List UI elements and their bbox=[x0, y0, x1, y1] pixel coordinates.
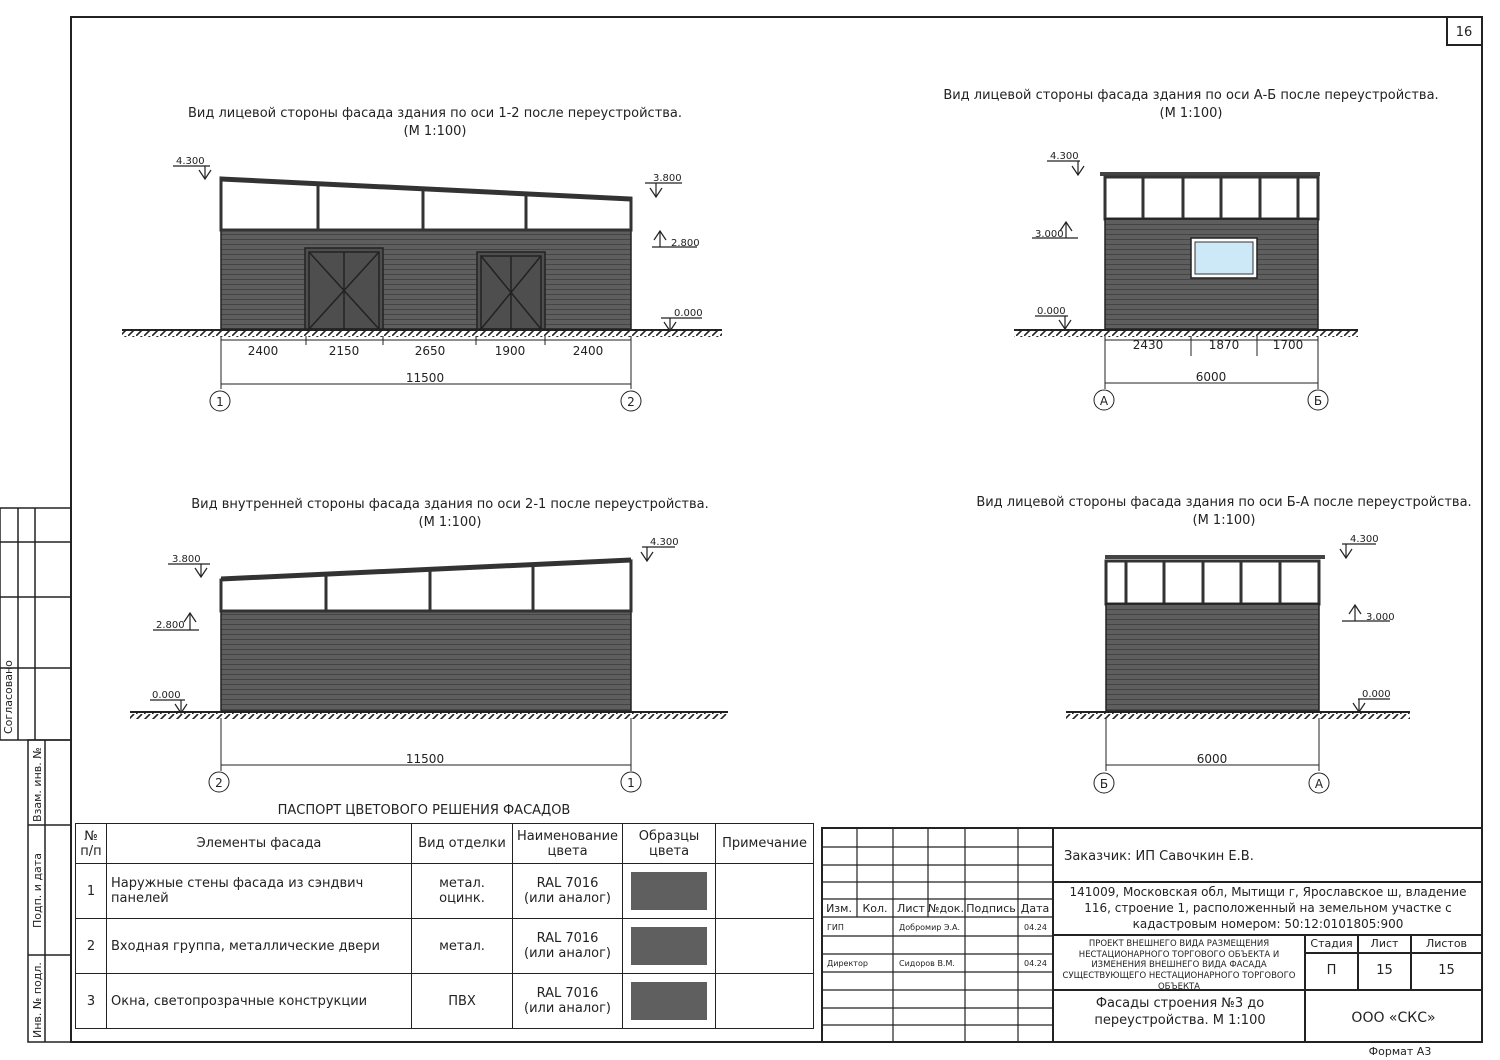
stage-head: Стадия bbox=[1310, 937, 1353, 950]
view-2-glazing bbox=[1105, 177, 1318, 219]
view-4-roof bbox=[1105, 555, 1325, 559]
company-name: ООО «СКС» bbox=[1351, 1010, 1436, 1026]
row-color-code: RAL 7016 bbox=[536, 986, 599, 1001]
view-2-dim-total: 6000 bbox=[1195, 370, 1227, 384]
table-row bbox=[76, 864, 814, 919]
project-name: ПРОЕКТ ВНЕШНЕГО ВИДА РАЗМЕЩЕНИЯ НЕСТАЦИОНАРНОГО ТОРГОВОГО ОБЪЕКТА И ИЗМЕНЕНИЯ ВНЕШНЕГО ВИДА ФАСАДА СУЩЕСТВУЮЩЕГО НЕСТАЦИОНАРНОГО ТОРГОВОГО ОБЪЕКТА bbox=[1062, 939, 1296, 992]
format-label: Формат А3 bbox=[1368, 1045, 1432, 1058]
view-4-mark-3000: 3.000 bbox=[1366, 612, 1395, 623]
th-finish: Вид отделки bbox=[412, 824, 513, 864]
th-number: № п/п bbox=[76, 824, 107, 864]
row-color bbox=[513, 864, 623, 919]
view-1-elevation bbox=[122, 106, 722, 411]
date-gip: 04.24 bbox=[1024, 923, 1047, 932]
replaced-inv-label: Взам. инв. № bbox=[31, 747, 44, 822]
view-4-dim-total: 6000 bbox=[1196, 752, 1228, 766]
row-color bbox=[513, 974, 623, 1029]
row-number: 3 bbox=[76, 974, 107, 1029]
view-1-mark-0000: 0.000 bbox=[674, 308, 703, 319]
title-block-left-grid bbox=[822, 828, 1053, 1042]
row-color-alt: (или аналог) bbox=[524, 946, 612, 961]
sheet-number: 16 bbox=[1455, 25, 1473, 40]
row-number: 1 bbox=[76, 864, 107, 919]
stage-value: П bbox=[1326, 963, 1337, 978]
view-3-scale: (М 1:100) bbox=[418, 515, 482, 530]
row-finish: метал. bbox=[412, 919, 513, 974]
view-1-dim-1: 2400 bbox=[247, 344, 279, 358]
view-3-wall bbox=[221, 611, 631, 711]
view-1-mark-2800: 2.800 bbox=[671, 238, 700, 249]
view-2-mark-3000: 3.000 bbox=[1035, 229, 1064, 240]
row-note bbox=[716, 974, 814, 1029]
th-color-name: Наименование цвета bbox=[513, 824, 623, 864]
view-1-dim-4: 1900 bbox=[494, 344, 526, 358]
view-4-wall bbox=[1106, 604, 1319, 711]
sheet-head: Лист bbox=[1370, 937, 1399, 950]
view-4-mark-0000: 0.000 bbox=[1362, 689, 1391, 700]
row-swatch-cell bbox=[623, 919, 716, 974]
address-text: 141009, Московская обл, Мытищи г, Ярославское ш, владение 116, строение 1, расположенный на земельном участке с кадастровым номером: 50:12:0101805:900 bbox=[1069, 885, 1467, 932]
view-4-axis-right-label: А bbox=[1314, 777, 1324, 791]
view-4-glazing bbox=[1106, 561, 1319, 604]
th-swatch: Образцы цвета bbox=[623, 824, 716, 864]
role-director: Директор bbox=[827, 959, 868, 968]
view-1-dim-2: 2150 bbox=[328, 344, 360, 358]
row-color bbox=[513, 919, 623, 974]
view-1-title: Вид лицевой стороны фасада здания по оси 1-2 после переустройства. bbox=[187, 106, 683, 121]
view-1-wall bbox=[221, 230, 631, 329]
drawing-title: Фасады строения №3 до переустройства. М 1:100 bbox=[1094, 996, 1266, 1028]
row-color-alt: (или аналог) bbox=[524, 1001, 612, 1016]
sheets-head: Листов bbox=[1425, 937, 1468, 950]
view-2-axis-right-label: Б bbox=[1313, 394, 1323, 408]
agreed-label: Согласовано bbox=[2, 660, 15, 734]
view-2-axis-left-label: А bbox=[1099, 394, 1109, 408]
view-3-axis-left-label: 2 bbox=[215, 776, 223, 790]
row-color-code: RAL 7016 bbox=[536, 931, 599, 946]
col-head-list: Лист bbox=[897, 902, 925, 915]
view-1-axis-right-label: 2 bbox=[627, 395, 635, 409]
view-2-title: Вид лицевой стороны фасада здания по оси А-Б после переустройства. bbox=[943, 88, 1439, 103]
sign-date-label: Подп. и дата bbox=[31, 853, 44, 928]
view-3-mark-0000: 0.000 bbox=[152, 690, 181, 701]
color-swatch bbox=[631, 872, 707, 910]
view-3-mark-2800: 2.800 bbox=[156, 620, 185, 631]
col-head-date: Дата bbox=[1020, 902, 1050, 915]
th-note: Примечание bbox=[716, 824, 814, 864]
view-4-elevation bbox=[976, 495, 1471, 793]
view-2-mark-0000: 0.000 bbox=[1037, 306, 1066, 317]
view-2-dim-1: 2430 bbox=[1132, 338, 1164, 352]
view-2-dim-3: 1700 bbox=[1272, 338, 1304, 352]
view-2-dim-2: 1870 bbox=[1208, 338, 1240, 352]
row-color-alt: (или аналог) bbox=[524, 891, 612, 906]
passport-title: ПАСПОРТ ЦВЕТОВОГО РЕШЕНИЯ ФАСАДОВ bbox=[277, 803, 571, 818]
table-row bbox=[76, 974, 814, 1029]
view-3-axis-right-label: 1 bbox=[627, 776, 635, 790]
row-swatch-cell bbox=[623, 864, 716, 919]
view-2-mark-4300: 4.300 bbox=[1050, 151, 1079, 162]
view-3-title: Вид внутренней стороны фасада здания по оси 2-1 после переустройства. bbox=[191, 497, 709, 512]
view-1-glazing bbox=[221, 178, 631, 230]
col-head-ndoc: №док. bbox=[928, 902, 964, 915]
view-1-dim-total: 11500 bbox=[405, 371, 445, 385]
sheets-value: 15 bbox=[1438, 963, 1455, 978]
view-1-dim-5: 2400 bbox=[572, 344, 604, 358]
inv-orig-label: Инв. № подл. bbox=[31, 962, 44, 1038]
row-swatch-cell bbox=[623, 974, 716, 1029]
view-2-roof bbox=[1100, 172, 1320, 176]
view-4-axis-left-label: Б bbox=[1099, 777, 1109, 791]
col-head-kol: Кол. bbox=[862, 902, 888, 915]
view-3-mark-3800: 3.800 bbox=[172, 554, 201, 565]
view-3-dim-total: 11500 bbox=[405, 752, 445, 766]
view-1-mark-3800: 3.800 bbox=[653, 173, 682, 184]
view-1-scale: (М 1:100) bbox=[403, 124, 467, 139]
name-director: Сидоров В.М. bbox=[899, 959, 955, 968]
row-number: 2 bbox=[76, 919, 107, 974]
row-note bbox=[716, 919, 814, 974]
view-4-scale: (М 1:100) bbox=[1192, 513, 1256, 528]
role-gip: ГИП bbox=[827, 923, 844, 932]
view-1-mark-4300: 4.300 bbox=[176, 156, 205, 167]
color-swatch bbox=[631, 927, 707, 965]
view-3-elevation bbox=[130, 497, 728, 792]
row-element: Входная группа, металлические двери bbox=[107, 919, 412, 974]
sheet-value: 15 bbox=[1376, 963, 1393, 978]
view-1-door-left bbox=[305, 248, 383, 329]
row-note bbox=[716, 864, 814, 919]
row-finish: метал. оцинк. bbox=[412, 864, 513, 919]
color-swatch bbox=[631, 982, 707, 1020]
name-gip: Добромир Э.А. bbox=[899, 923, 961, 932]
view-2-scale: (М 1:100) bbox=[1159, 106, 1223, 121]
color-passport-table bbox=[75, 823, 814, 1029]
row-color-code: RAL 7016 bbox=[536, 876, 599, 891]
customer-label: Заказчик: ИП Савочкин Е.В. bbox=[1064, 849, 1254, 864]
view-4-mark-4300: 4.300 bbox=[1350, 534, 1379, 545]
view-2-elevation bbox=[943, 88, 1438, 410]
th-element: Элементы фасада bbox=[107, 824, 412, 864]
row-element: Окна, светопрозрачные конструкции bbox=[107, 974, 412, 1029]
col-head-izm: Изм. bbox=[826, 902, 852, 915]
date-director: 04.24 bbox=[1024, 959, 1047, 968]
view-1-door-right bbox=[477, 252, 545, 329]
table-row bbox=[76, 919, 814, 974]
view-3-mark-4300: 4.300 bbox=[650, 537, 679, 548]
col-head-sign: Подпись bbox=[966, 902, 1016, 915]
view-1-dim-3: 2650 bbox=[414, 344, 446, 358]
view-4-title: Вид лицевой стороны фасада здания по оси Б-А после переустройства. bbox=[976, 495, 1472, 510]
row-element: Наружные стены фасада из сэндвич панелей bbox=[107, 864, 412, 919]
row-finish: ПВХ bbox=[412, 974, 513, 1029]
view-1-axis-left-label: 1 bbox=[216, 395, 224, 409]
